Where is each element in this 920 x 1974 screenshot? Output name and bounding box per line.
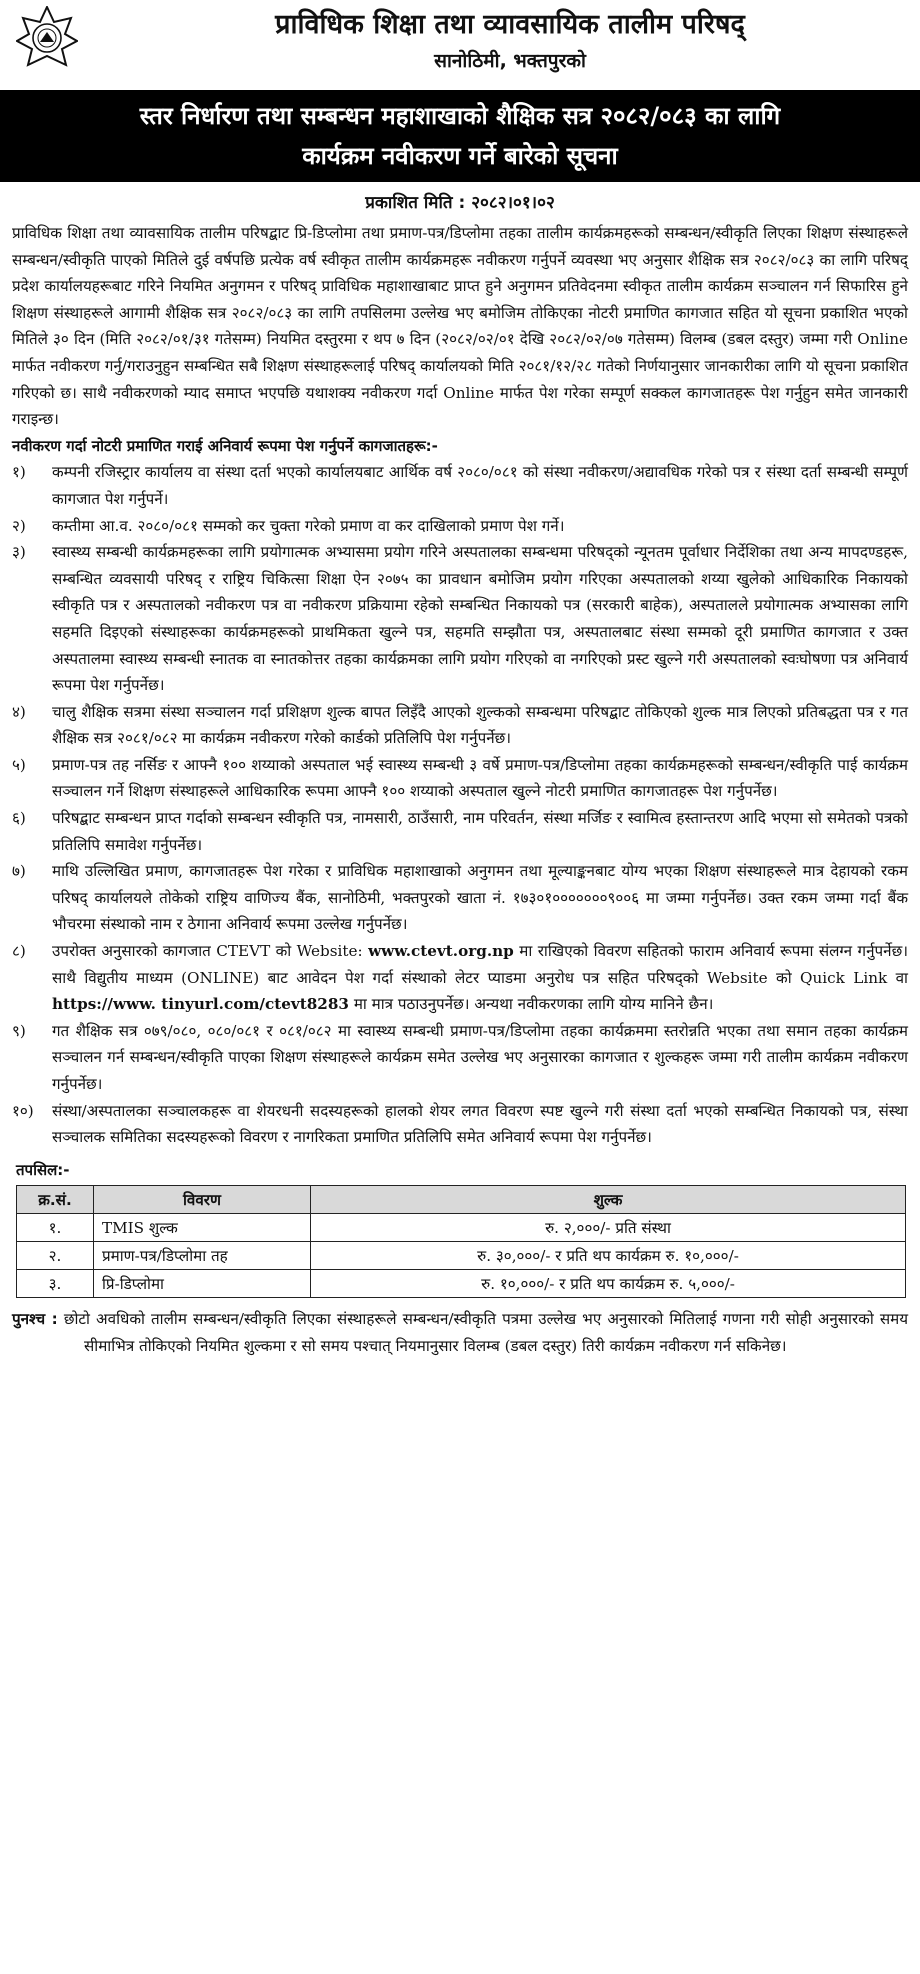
list-item	[12, 459, 908, 512]
description-cell: प्रमाण-पत्र/डिप्लोमा तह	[94, 1242, 311, 1270]
published-date-value: २०८२।०१।०२	[471, 193, 555, 213]
list-item	[12, 699, 908, 752]
fee-table	[16, 1185, 906, 1298]
table-row	[17, 1242, 906, 1270]
organization-address: सानोठिमी, भक्तपुरको	[434, 50, 586, 72]
list-item	[12, 752, 908, 805]
item-number: ५)	[12, 755, 26, 774]
item-text-end: मा मात्र पठाउनुपर्नेछ। अन्यथा नवीकरणका लागि योग्य मानिने छैन।	[349, 995, 714, 1014]
list-item	[12, 1098, 908, 1151]
item-text: संस्था/अस्पतालका सञ्चालकहरू वा शेयरधनी सदस्यहरूको हालको शेयर लगत विवरण स्पष्ट खुल्ने गरी संस्था दर्ता भएको सम्बन्धित निकायको पत्र, संस्था सञ्चालक समितिका सदस्यहरूको विवरण र नागरिकता प्रमाणित प्रतिलिपि समेत अनिवार्य रूपमा पेश गर्नुपर्नेछ।	[52, 1101, 908, 1147]
item-text-middle: मा राखिएको विवरण सहितको फाराम अनिवार्य रूपमा संलग्न गर्नुपर्नेछ। साथै विद्युतीय माध्यम (ONLINE) बाट आवेदन पेश गर्दा संस्थाको लेटर प्याडमा अनुरोध पत्र सहित परिषद्को Website को Quick Link वा	[52, 942, 908, 987]
item-number: ७)	[12, 862, 26, 881]
description-cell: TMIS शुल्क	[94, 1214, 311, 1242]
item-number: ६)	[12, 809, 26, 828]
list-item	[12, 938, 908, 1018]
requirements-list	[12, 459, 908, 1150]
list-item	[12, 539, 908, 699]
intro-paragraph: प्राविधिक शिक्षा तथा व्यावसायिक तालीम परिषद्बाट प्रि-डिप्लोमा तथा प्रमाण-पत्र/डिप्लोमा तहका तालीम कार्यक्रमहरूको सम्बन्धन/स्वीकृति लिएका शिक्षण संस्थाहरूले सम्बन्धन/स्वीकृति पाएको मितिले दुई वर्षपछि प्रत्येक वर्ष स्वीकृत तालीम कार्यक्रमहरू नवीकरण गर्नुपर्ने व्यवस्था भए अनुसार शैक्षिक सत्र २०८२/०८३ का लागि परिषद् प्रदेश कार्यालयहरूबाट गरिने नियमित अनुगमन र परिषद् प्राविधिक महाशाखाबाट प्राप्त हुने अनुगमन प्रतिवेदनमा स्वीकृत तालीम कार्यक्रम सञ्चालन गर्न सिफारिस हुने शिक्षण संस्थाहरूले आगामी शैक्षिक सत्र २०८२/०८३ का लागि तपसिलमा उल्लेख भए बमोजिम तोकिएका नोटरी प्रमाणित कागजात सहित यो सूचना प्रकाशित भएको मितिले ३० दिन (मिति २०८२/०१/३१ गतेसम्म) नियमित दस्तुरमा र थप ७ दिन (२०८२/०२/०१ देखि २०८२/०२/०७ गतेसम्म) विलम्ब (डबल दस्तुर) जम्मा गरी Online मार्फत नवीकरण गर्नु/गराउनुहुन सम्बन्धित सबै शिक्षण संस्थाहरूलाई परिषद् कार्यालयको मिति २०८१/१२/२८ गतेको निर्णयानुसार जानकारीका लागि यो सूचना प्रकाशित गरिएको छ। साथै नवीकरणको म्याद समाप्त भएपछि यथाशक्य नवीकरण गर्दा Online मार्फत पेश गरेका सम्पूर्ण सक्कल कागजातहरू पेश गर्नुहुन समेत जानकारी गराइन्छ।	[12, 224, 908, 429]
item-text: चालु शैक्षिक सत्रमा संस्था सञ्चालन गर्दा प्रशिक्षण शुल्क बापत लिइँदै आएको शुल्कको सम्बन्धमा परिषद्बाट तोकिएको शुल्क मात्र लिएको प्रतिबद्धता पत्र र गत शैक्षिक सत्र २०८१/०८२ मा कार्यक्रम नवीकरण गरेको कार्डको प्रतिलिपि पेश गर्नुपर्नेछ।	[52, 702, 908, 748]
serial-cell: १.	[17, 1214, 94, 1242]
notice-body	[12, 220, 908, 1375]
item-text: गत शैक्षिक सत्र ०७९/०८०, ०८०/०८१ र ०८१/०८२ मा स्वास्थ्य सम्बन्धी प्रमाण-पत्र/डिप्लोमा तहका कार्यक्रममा स्तरोन्नति भएका तथा समान तहका कार्यक्रम सञ्चालन गर्न सम्बन्धन/स्वीकृति पाएका शिक्षण संस्थाहरूले कार्यक्रम समेत उल्लेख भए अनुसारका कागजात र शुल्कहरू जम्मा गरी तालीम कार्यक्रम नवीकरण गर्नुपर्नेछ।	[52, 1021, 908, 1093]
item-number: १०)	[12, 1101, 34, 1120]
fee-cell: रु. १०,०००/- र प्रति थप कार्यक्रम रु. ५,०००/-	[311, 1270, 906, 1298]
ctevt-logo-icon	[16, 6, 78, 68]
postscript-note	[12, 1306, 908, 1359]
postscript-text: छोटो अवधिको तालीम सम्बन्धन/स्वीकृति लिएका संस्थाहरूले सम्बन्धन/स्वीकृति पत्रमा उल्लेख भए अनुसारको मितिलाई गणना गरी सोही अनुसारको समय सीमाभित्र तोकिएको नियमित शुल्कमा र सो समय पश्चात् नियमानुसार विलम्ब (डबल दस्तुर) तिरी कार्यक्रम नवीकरण गर्न सकिनेछ।	[63, 1310, 908, 1355]
table-row	[17, 1270, 906, 1298]
table-row	[17, 1214, 906, 1242]
serial-cell: ३.	[17, 1270, 94, 1298]
organization-name: प्राविधिक शिक्षा तथा व्यावसायिक तालीम परिषद्	[275, 9, 745, 40]
fee-cell: रु. ३०,०००/- र प्रति थप कार्यक्रम रु. १०,०००/-	[311, 1242, 906, 1270]
notice-title	[0, 90, 920, 182]
item-text: परिषद्बाट सम्बन्धन प्राप्त गर्दाको सम्बन्धन स्वीकृति पत्र, नामसारी, ठाउँसारी, नाम परिवर्तन, संस्था मर्जिङ र स्वामित्व हस्तान्तरण आदि भएमा सो समेतको पत्रको प्रतिलिपि समावेश गर्नुपर्नेछ।	[52, 809, 908, 854]
ctevt-website-link[interactable]: www.ctevt.org.np	[368, 942, 514, 961]
item-number: ८)	[12, 942, 26, 961]
letterhead	[0, 0, 920, 84]
description-cell: प्रि-डिप्लोमा	[94, 1270, 311, 1298]
notice-title-line-2: कार्यक्रम नवीकरण गर्ने बारेको सूचना	[302, 142, 618, 170]
table-header-row	[17, 1186, 906, 1214]
column-header-fee: शुल्क	[311, 1186, 906, 1214]
tinyurl-link[interactable]: https://www. tinyurl.com/ctevt8283	[52, 995, 349, 1014]
item-text-start: उपरोक्त अनुसारको कागजात CTEVT को Website:	[52, 942, 369, 961]
published-date	[0, 190, 920, 216]
published-date-label: प्रकाशित मिति :	[365, 193, 466, 213]
item-number: २)	[12, 516, 26, 535]
item-text: कम्तीमा आ.व. २०८०/०८१ सम्मको कर चुक्ता गरेको प्रमाण वा कर दाखिलाको प्रमाण पेश गर्ने।	[52, 516, 565, 535]
serial-cell: २.	[17, 1242, 94, 1270]
item-text: माथि उल्लिखित प्रमाण, कागजातहरू पेश गरेका र प्राविधिक महाशाखाको अनुगमन तथा मूल्याङ्कनबाट योग्य भएका शिक्षण संस्थाहरूले मात्र देहायको रकम परिषद् कार्यालयले तोकेको राष्ट्रिय वाणिज्य बैंक, सानोठिमी, भक्तपुरको खाता नं. १७३०१०००००००९००६ मा जम्मा गर्नुपर्नेछ। उक्त रकम जम्मा गर्दा बैंक भौचरमा संस्थाको नाम र ठेगाना अनिवार्य रूपमा उल्लेख गर्नुपर्नेछ।	[52, 862, 908, 934]
list-item	[12, 858, 908, 938]
item-number: ३)	[12, 543, 26, 562]
list-item	[12, 513, 908, 540]
list-item	[12, 1018, 908, 1098]
item-number: १)	[12, 463, 26, 482]
list-item	[12, 805, 908, 858]
item-text: प्रमाण-पत्र तह नर्सिङ र आफ्नै १०० शय्याको अस्पताल भई स्वास्थ्य सम्बन्धी ३ वर्षे प्रमाण-पत्र/डिप्लोमा तहका कार्यक्रमहरूको सम्बन्धन/स्वीकृति पाई कार्यक्रम सञ्चालन गर्ने शिक्षण संस्थाहरूले आधिकारिक रूपमा आफ्नै १०० शय्याको अस्पताल खुल्ने नोटरी प्रमाणित कागजातहरू पेश गर्नुपर्नेछ।	[52, 755, 908, 801]
schedule-label: तपसिल:-	[16, 1160, 70, 1179]
column-header-description: विवरण	[94, 1186, 311, 1214]
fee-cell: रु. २,०००/- प्रति संस्था	[311, 1214, 906, 1242]
item-number: ९)	[12, 1021, 26, 1040]
requirements-heading: नवीकरण गर्दा नोटरी प्रमाणित गराई अनिवार्य रूपमा पेश गर्नुपर्ने कागजातहरू:-	[12, 436, 438, 455]
item-text: स्वास्थ्य सम्बन्धी कार्यक्रमहरूका लागि प्रयोगात्मक अभ्यासमा प्रयोग गरिने अस्पतालका सम्बन्धमा परिषद्को न्यूनतम पूर्वाधार निर्देशिका तथा अन्य मापदण्डहरू, सम्बन्धित व्यवसायी परिषद् र राष्ट्रिय चिकित्सा शिक्षा ऐन २०७५ का प्रावधान बमोजिम प्रयोग गरिएका अस्पतालको शय्या खुलेको आधिकारिक निकायको स्वीकृति पत्र र अस्पतालको नवीकरण पत्र वा नवीकरण प्रक्रियामा रहेको सम्बन्धित निकायको पत्र (सरकारी बाहेक), अस्पतालले प्रयोगात्मक अभ्यासका लागि सहमति दिइएको संस्थाहरूका कार्यक्रमहरूको प्राथमिकता खुल्ने पत्र, सहमति सम्झौता पत्र, अस्पतालबाट संस्था सम्मको दूरी प्रमाणित कागजात र उक्त अस्पतालमा स्वास्थ्य सम्बन्धी स्नातक वा स्नातकोत्तर तहका कार्यक्रमका लागि प्रयोग गरिएको वा नगरिएको प्रस्ट खुल्ने गरी अस्पतालको स्वःघोषणा पत्र अनिवार्य रूपमा पेश गर्नुपर्नेछ।	[52, 543, 908, 695]
postscript-label: पुनश्च :	[12, 1310, 58, 1329]
item-text: कम्पनी रजिस्ट्रार कार्यालय वा संस्था दर्ता भएको कार्यालयबाट आर्थिक वर्ष २०८०/०८१ को संस्था नवीकरण/अद्यावधिक गरेको पत्र र संस्था दर्ता सम्बन्धी सम्पूर्ण कागजात पेश गर्नुपर्ने।	[52, 463, 908, 508]
column-header-serial: क्र.सं.	[17, 1186, 94, 1214]
item-number: ४)	[12, 702, 26, 721]
notice-title-line-1: स्तर निर्धारण तथा सम्बन्धन महाशाखाको शैक्षिक सत्र २०८२/०८३ का लागि	[139, 102, 781, 130]
